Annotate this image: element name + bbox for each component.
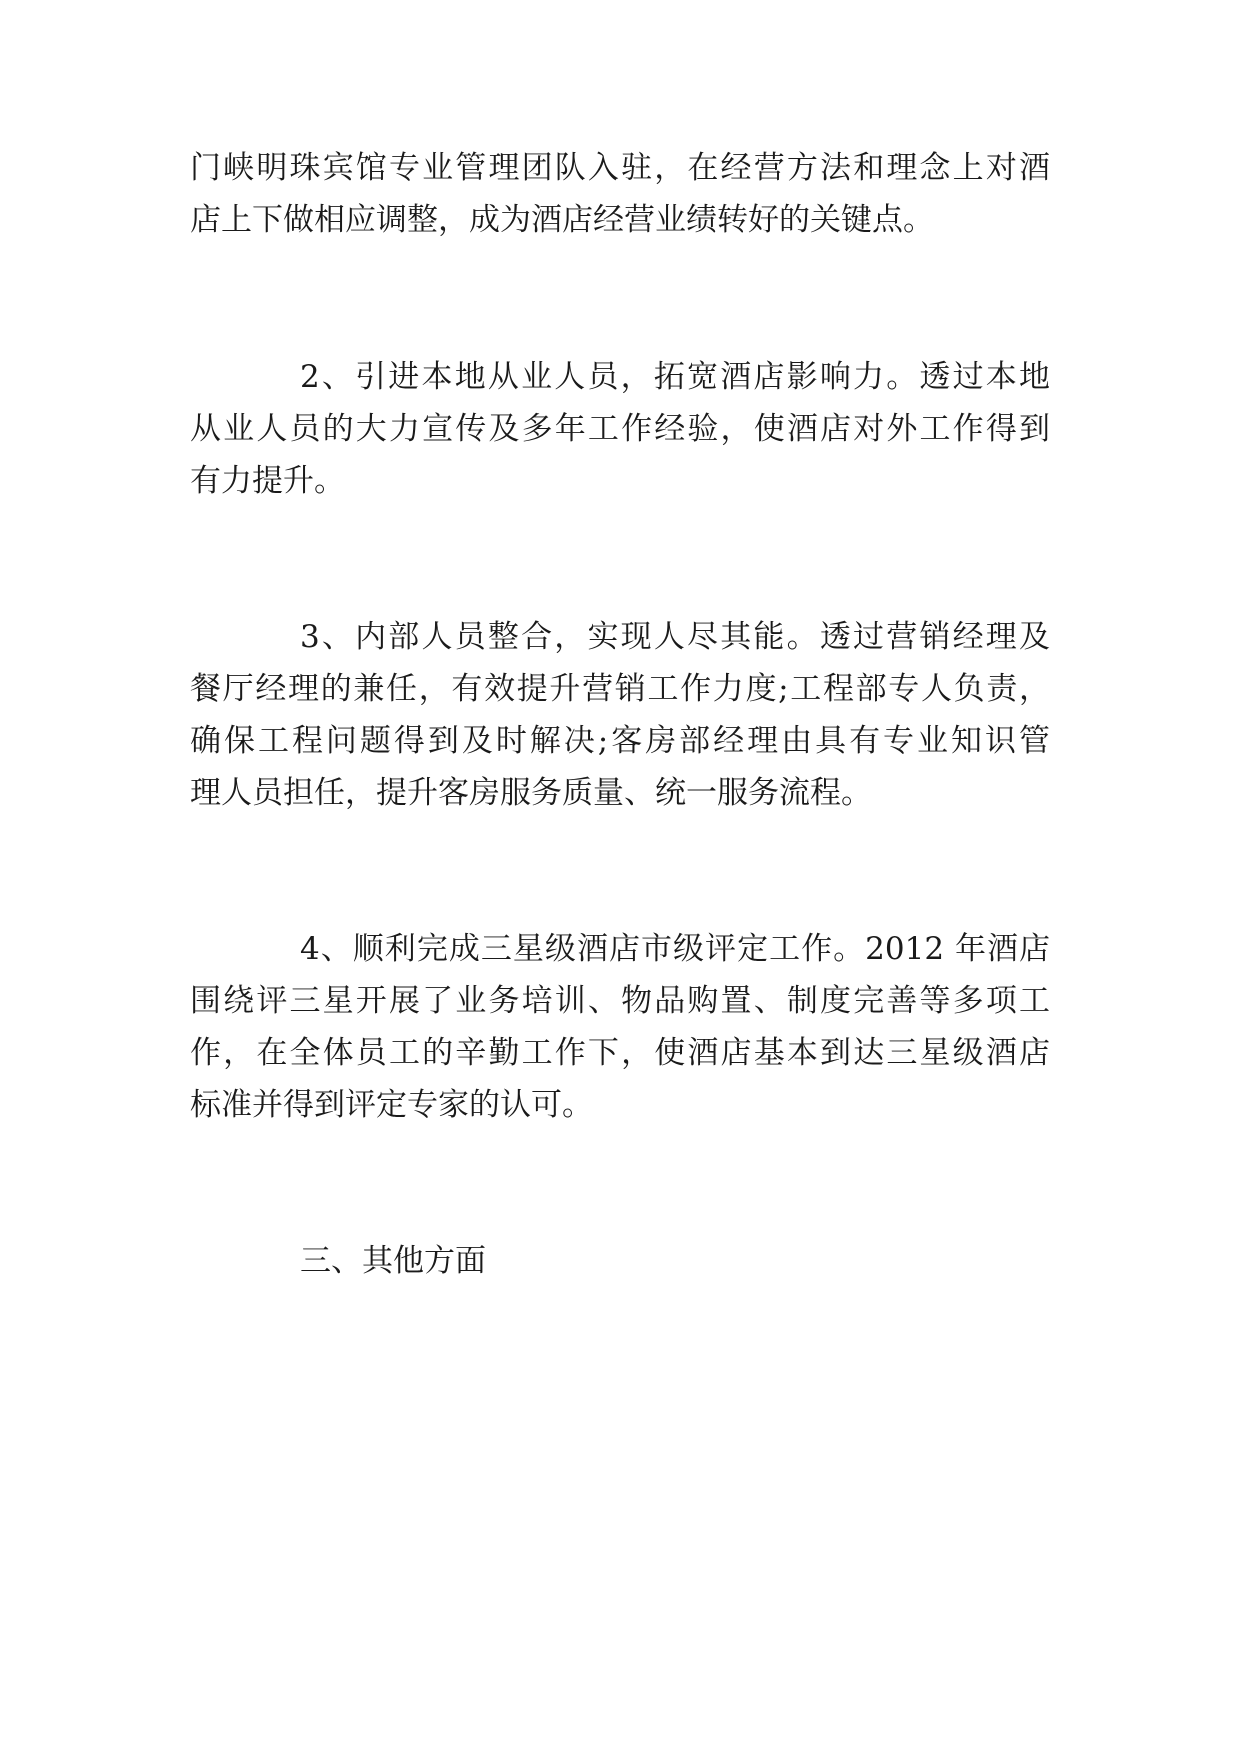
text-line: 确保工程问题得到及时解决;客房部经理由具有专业知识管 (190, 723, 1050, 759)
text-line: 标准并得到评定专家的认可。 (190, 1087, 593, 1123)
text-line: 理人员担任，提升客房服务质量、统一服务流程。 (190, 775, 872, 811)
section-heading: 三、其他方面 (300, 1243, 486, 1279)
text-line: 围绕评三星开展了业务培训、物品购置、制度完善等多项工 (190, 983, 1050, 1019)
text-line: 从业人员的大力宣传及多年工作经验，使酒店对外工作得到 (190, 411, 1050, 447)
text-line: 门峡明珠宾馆专业管理团队入驻，在经营方法和理念上对酒 (190, 150, 1050, 186)
text-line: 作，在全体员工的辛勤工作下，使酒店基本到达三星级酒店 (190, 1035, 1050, 1071)
text-line: 餐厅经理的兼任，有效提升营销工作力度;工程部专人负责， (190, 671, 1050, 707)
text-line: 店上下做相应调整，成为酒店经营业绩转好的关键点。 (190, 202, 934, 238)
text-line: 有力提升。 (190, 463, 345, 499)
text-line: 2、引进本地从业人员，拓宽酒店影响力。透过本地 (300, 359, 1050, 395)
text-line: 3、内部人员整合，实现人尽其能。透过营销经理及 (300, 619, 1050, 655)
text-line: 4、顺利完成三星级酒店市级评定工作。2012 年酒店 (300, 931, 1050, 967)
